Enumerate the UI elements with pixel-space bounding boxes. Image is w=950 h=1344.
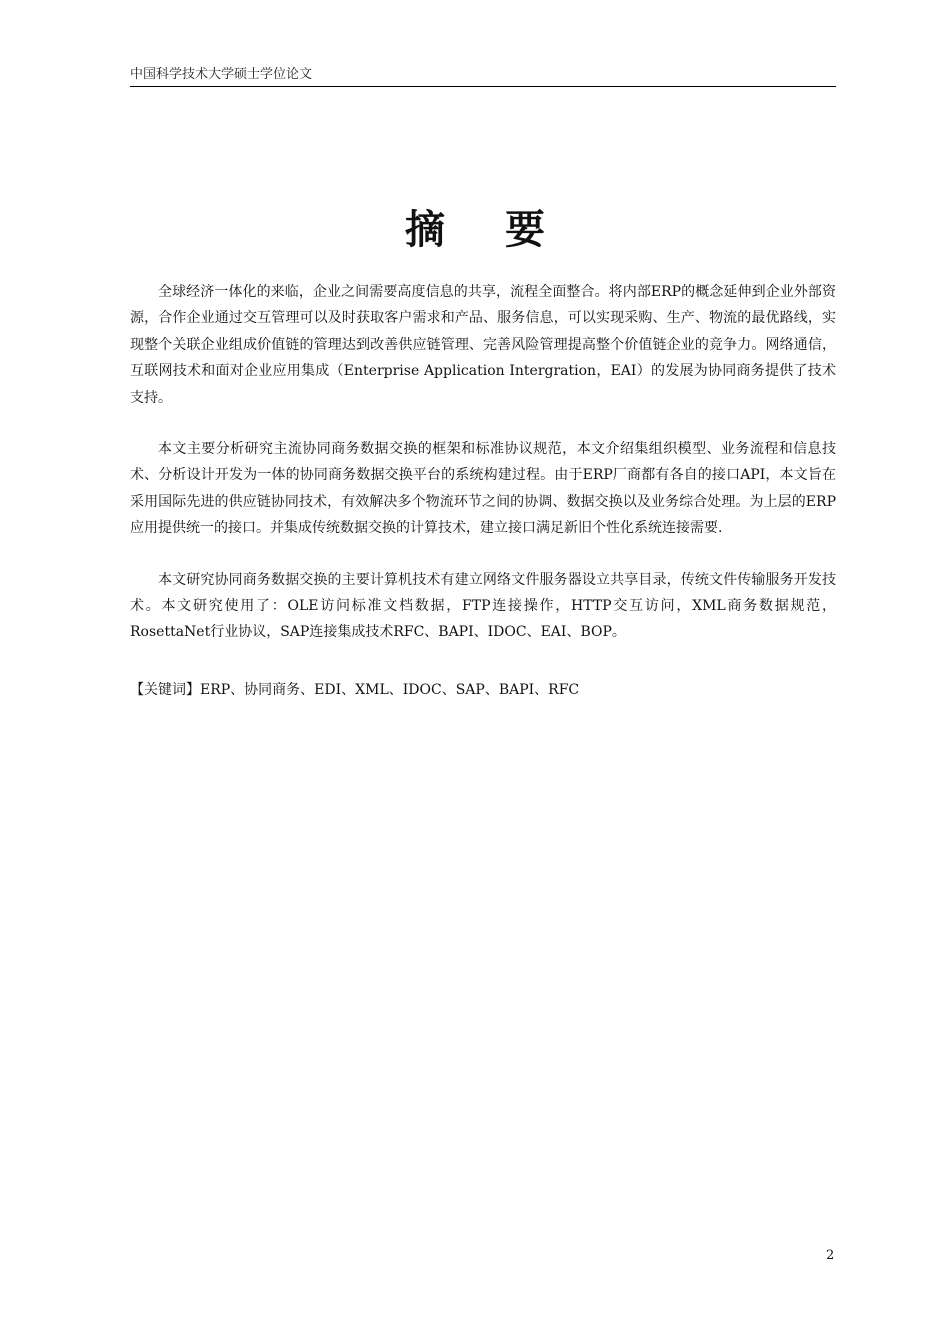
running-header: 中国科学技术大学硕士学位论文 — [130, 66, 836, 87]
keywords-line — [130, 677, 836, 703]
abstract-paragraph-1: 全球经济一体化的来临，企业之间需要高度信息的共享，流程全面整合。将内部ERP的概念延伸到企业外部资源，合作企业通过交互管理可以及时获取客户需求和产品、服务信息，可以实现采购、生产、物流的最优路线，实现整个关联企业组成价值链的管理达到改善供应链管理、完善风险管理提高整个价值链企业的竞争力。网络通信，互联网技术和面对企业应用集成（Enterprise Application Intergration，EAI）的发展为协同商务提供了技术支持。 — [130, 284, 836, 406]
keywords-label: 【关键词】 — [130, 682, 200, 698]
abstract-paragraph-3: 本文研究协同商务数据交换的主要计算机技术有建立网络文件服务器设立共享目录，传统文件传输服务开发技术。本文研究使用了：OLE访问标准文档数据，FTP连接操作，HTTP交互访问，XML商务数据规范，RosettaNet行业协议，SAP连接集成技术RFC、BAPI、IDOC、EAI、BOP。 — [130, 571, 836, 641]
abstract-title: 摘要 — [405, 206, 605, 253]
abstract-paragraph-2: 本文主要分析研究主流协同商务数据交换的框架和标准协议规范，本文介绍集组织模型、业务流程和信息技术、分析设计开发为一体的协同商务数据交换平台的系统构建过程。由于ERP厂商都有各自的接口API，本文旨在采用国际先进的供应链协同技术，有效解决多个物流环节之间的协调、数据交换以及业务综合处理。为上层的ERP应用提供统一的接口。并集成传统数据交换的计算技术，建立接口满足新旧个性化系统连接需要. — [130, 441, 836, 537]
keywords-text: ERP、协同商务、EDI、XML、IDOC、SAP、BAPI、RFC — [200, 682, 580, 698]
abstract-body — [130, 279, 836, 671]
page-number: 2 — [826, 1248, 835, 1263]
